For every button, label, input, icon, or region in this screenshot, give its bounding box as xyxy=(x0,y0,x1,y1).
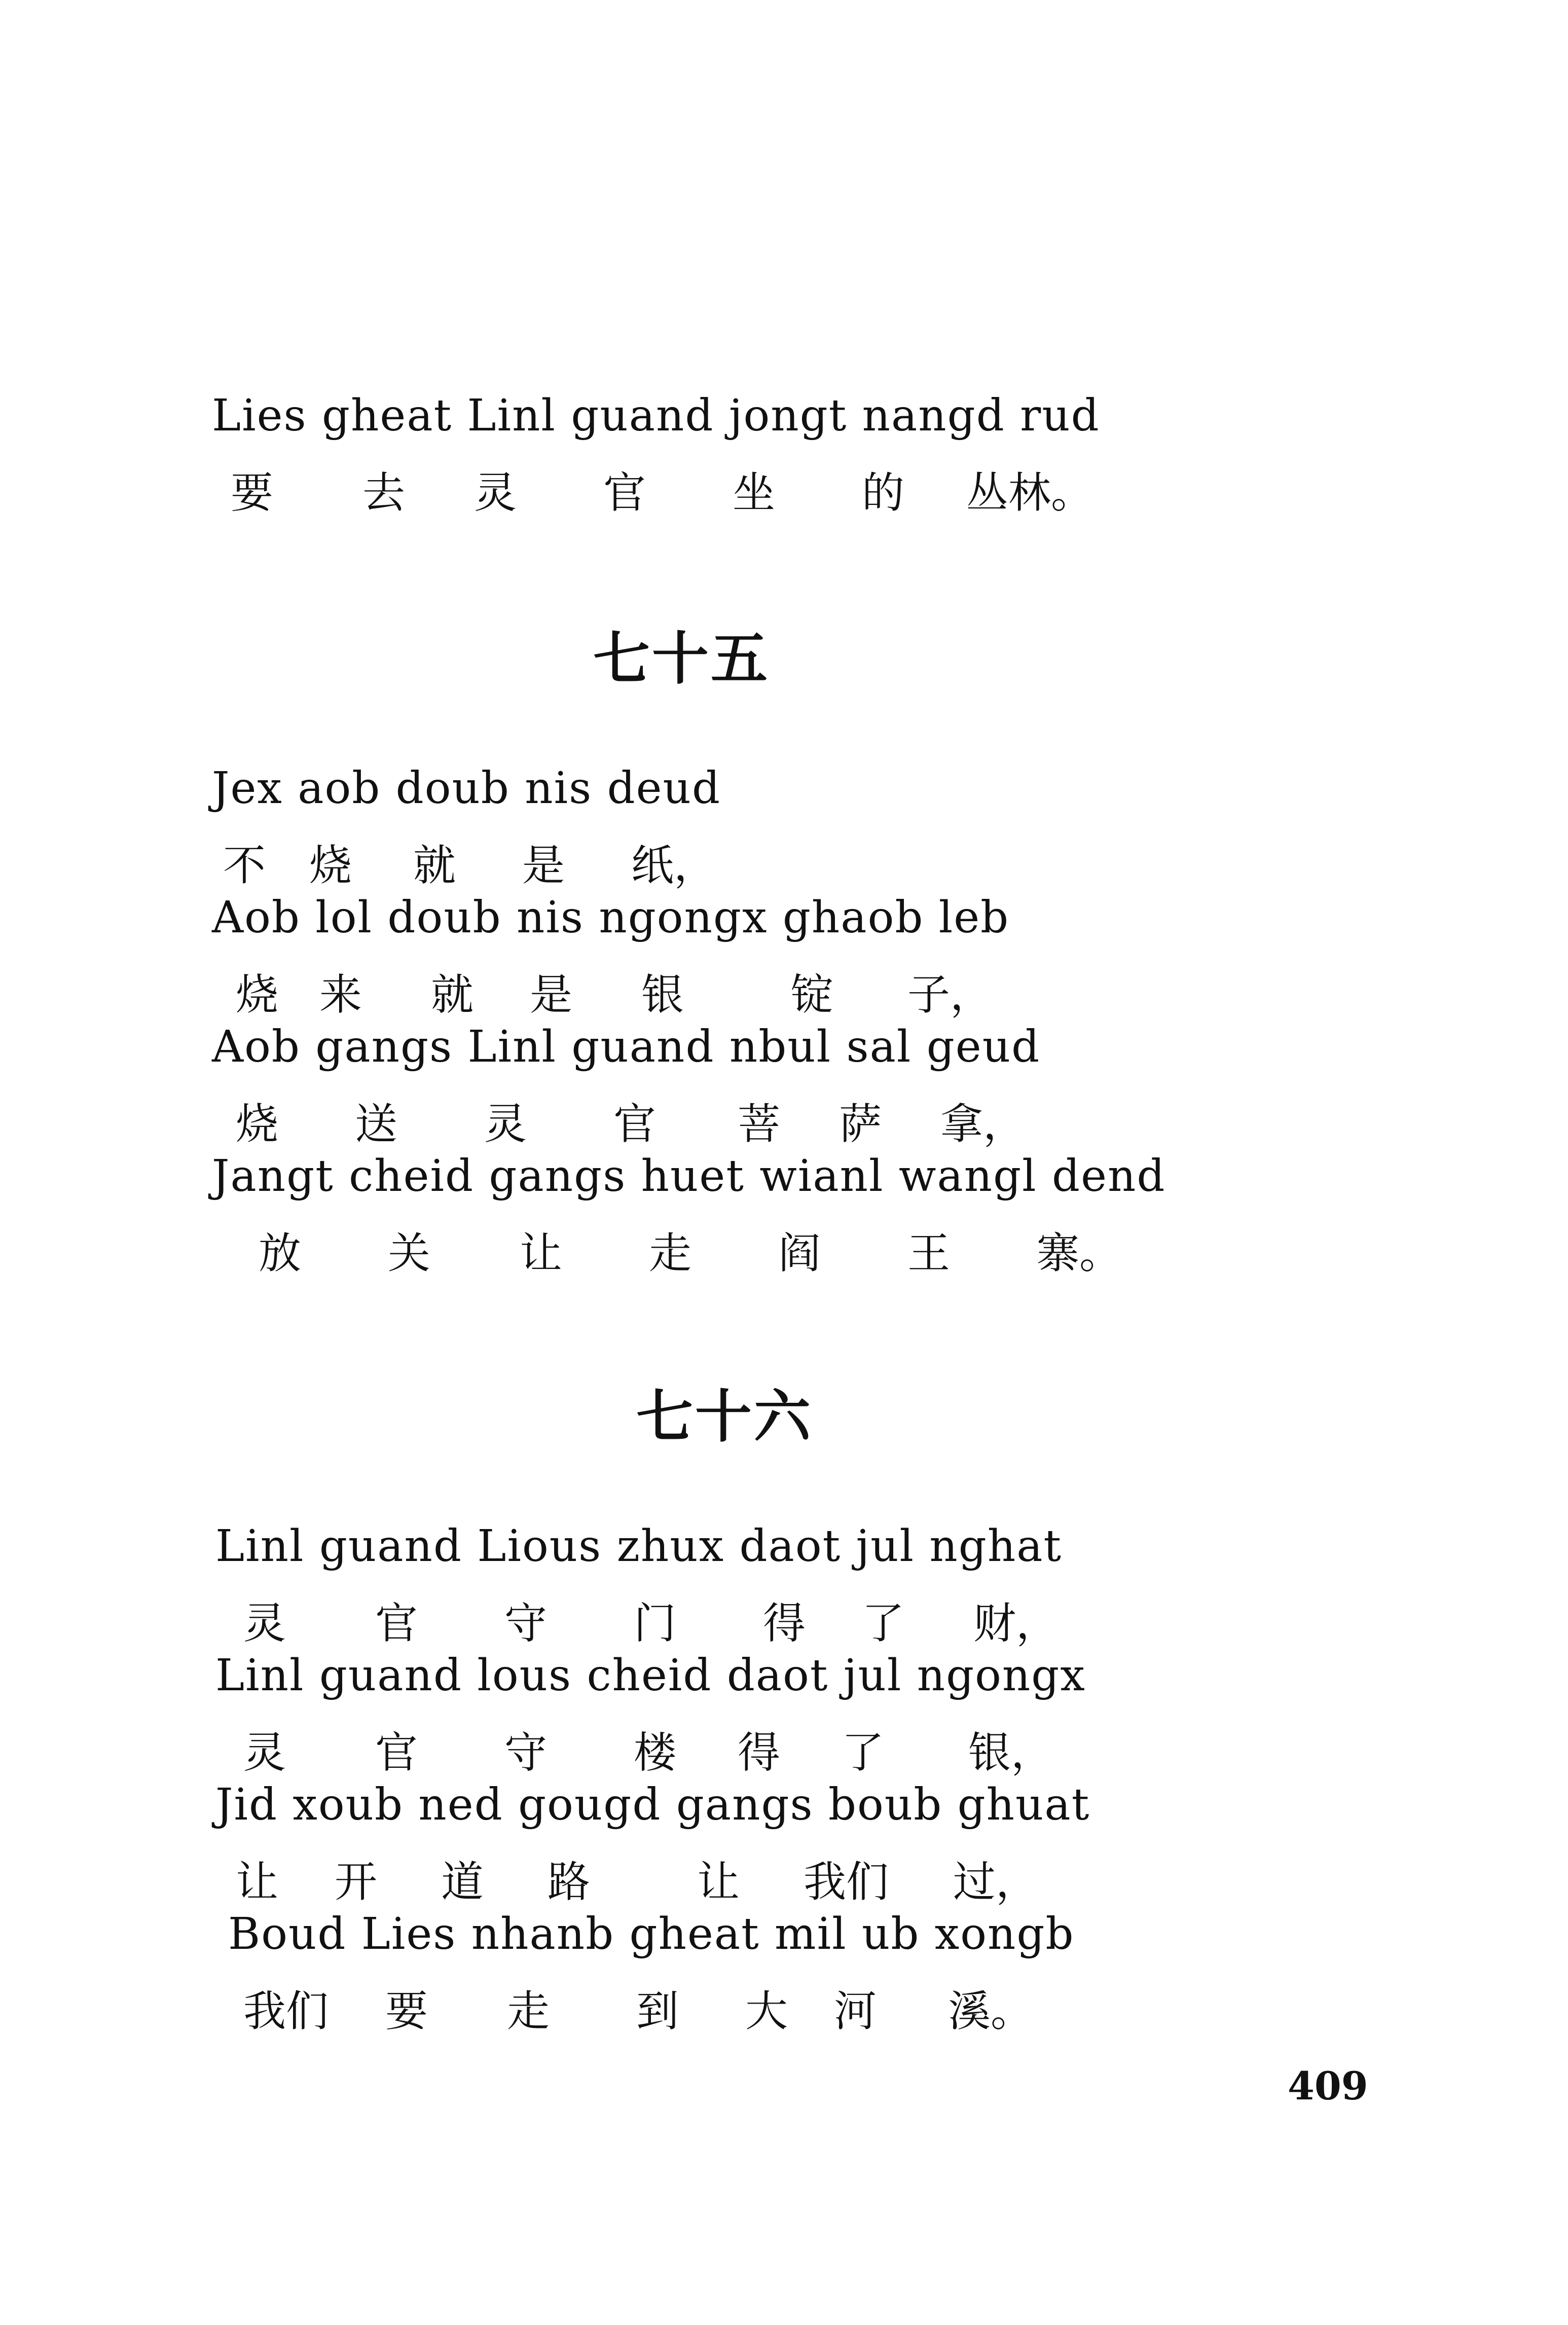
hanzi-char: 王 xyxy=(907,1228,951,1278)
hanzi-char: 门 xyxy=(634,1599,677,1648)
hanzi-char: 送 xyxy=(355,1099,398,1149)
section-1-roman-line-1: Linl guand lous cheid daot jul ngongx xyxy=(215,1650,1086,1701)
hanzi-char: 官 xyxy=(603,468,646,518)
hanzi-char: 溪。 xyxy=(948,1986,1034,2036)
hanzi-char: 灵 xyxy=(484,1099,527,1149)
hanzi-char: 锭 xyxy=(791,970,834,1020)
section-0-hanzi-line-1 xyxy=(0,961,1568,1020)
hanzi-char: 纸， xyxy=(631,841,717,890)
section-1-roman-line-3: Boud Lies nhanb gheat mil ub xongb xyxy=(228,1909,1075,1959)
hanzi-char: 就 xyxy=(413,841,456,890)
hanzi-char: 来 xyxy=(319,970,362,1020)
hanzi-char: 让 xyxy=(697,1857,740,1907)
section-0-roman-line-2: Aob gangs Linl guand nbul sal geud xyxy=(212,1022,1041,1072)
hanzi-char: 的 xyxy=(862,468,905,518)
hanzi-char: 菩 xyxy=(738,1099,781,1149)
section-0-hanzi-line-0 xyxy=(0,831,1568,890)
hanzi-char: 走 xyxy=(649,1228,692,1278)
section-0-roman-line-1: Aob lol doub nis ngongx ghaob leb xyxy=(212,892,1010,943)
hanzi-char: 财， xyxy=(973,1599,1059,1648)
hanzi-char: 守 xyxy=(504,1728,548,1777)
hanzi-char: 丛林。 xyxy=(966,468,1094,518)
hanzi-char: 官 xyxy=(375,1599,418,1648)
hanzi-char: 拿， xyxy=(940,1099,1026,1149)
hanzi-char: 大 xyxy=(745,1986,788,2036)
section-1-roman-line-2: Jid xoub ned gougd gangs boub ghuat xyxy=(215,1779,1090,1830)
hanzi-char: 楼 xyxy=(634,1728,677,1777)
hanzi-char: 过， xyxy=(953,1857,1039,1907)
hanzi-char: 萨 xyxy=(839,1099,882,1149)
hanzi-char: 开 xyxy=(335,1857,378,1907)
hanzi-char: 让 xyxy=(236,1857,279,1907)
section-1-hanzi-line-1 xyxy=(0,1719,1568,1777)
hanzi-char: 就 xyxy=(431,970,474,1020)
hanzi-char: 灵 xyxy=(243,1728,286,1777)
hanzi-char: 是 xyxy=(530,970,573,1020)
section-1-hanzi-line-2 xyxy=(0,1848,1568,1907)
hanzi-char: 官 xyxy=(613,1099,657,1149)
hanzi-char: 是 xyxy=(522,841,565,890)
section-0-hanzi-line-2 xyxy=(0,1090,1568,1149)
hanzi-char: 我们 xyxy=(804,1857,889,1907)
hanzi-char: 不 xyxy=(223,841,266,890)
hanzi-char: 烧 xyxy=(236,1099,279,1149)
hanzi-char: 阎 xyxy=(778,1228,821,1278)
hanzi-char: 了 xyxy=(862,1599,905,1648)
hanzi-char: 得 xyxy=(763,1599,806,1648)
hanzi-char: 要 xyxy=(231,468,274,518)
hanzi-char: 我们 xyxy=(243,1986,329,2036)
section-heading: 七十五 xyxy=(593,626,770,692)
section-0-roman-line-0: Jex aob doub nis deud xyxy=(212,763,721,814)
hanzi-char: 守 xyxy=(504,1599,548,1648)
hanzi-char: 路 xyxy=(548,1857,591,1907)
hanzi-char: 得 xyxy=(738,1728,781,1777)
section-heading: 七十六 xyxy=(636,1384,813,1450)
hanzi-char: 银， xyxy=(968,1728,1054,1777)
section-1-roman-line-0: Linl guand Lious zhux daot jul nghat xyxy=(215,1521,1063,1572)
hanzi-char: 河 xyxy=(834,1986,877,2036)
hanzi-char: 寨。 xyxy=(1037,1228,1122,1278)
section-0-roman-line-3: Jangt cheid gangs huet wianl wangl dend xyxy=(212,1151,1166,1202)
page-number: 409 xyxy=(1288,2063,1368,2109)
hanzi-char: 关 xyxy=(388,1228,431,1278)
hanzi-char: 让 xyxy=(520,1228,563,1278)
hanzi-char: 灵 xyxy=(243,1599,286,1648)
hanzi-char: 了 xyxy=(842,1728,885,1777)
hanzi-char: 走 xyxy=(507,1986,550,2036)
hanzi-char: 烧 xyxy=(236,970,279,1020)
section-1-hanzi-line-0 xyxy=(0,1589,1568,1648)
hanzi-char: 银 xyxy=(641,970,684,1020)
intro-roman-line: Lies gheat Linl guand jongt nangd rud xyxy=(212,390,1100,441)
hanzi-char: 灵 xyxy=(474,468,517,518)
hanzi-char: 子， xyxy=(907,970,993,1020)
hanzi-char: 放 xyxy=(259,1228,302,1278)
hanzi-char: 要 xyxy=(385,1986,428,2036)
hanzi-char: 道 xyxy=(441,1857,484,1907)
hanzi-char: 坐 xyxy=(733,468,776,518)
intro-hanzi-line xyxy=(0,459,1568,518)
hanzi-char: 官 xyxy=(375,1728,418,1777)
section-0-hanzi-line-3 xyxy=(0,1219,1568,1278)
hanzi-char: 烧 xyxy=(309,841,352,890)
hanzi-char: 去 xyxy=(362,468,406,518)
hanzi-char: 到 xyxy=(636,1986,679,2036)
section-1-hanzi-line-3 xyxy=(0,1977,1568,2036)
